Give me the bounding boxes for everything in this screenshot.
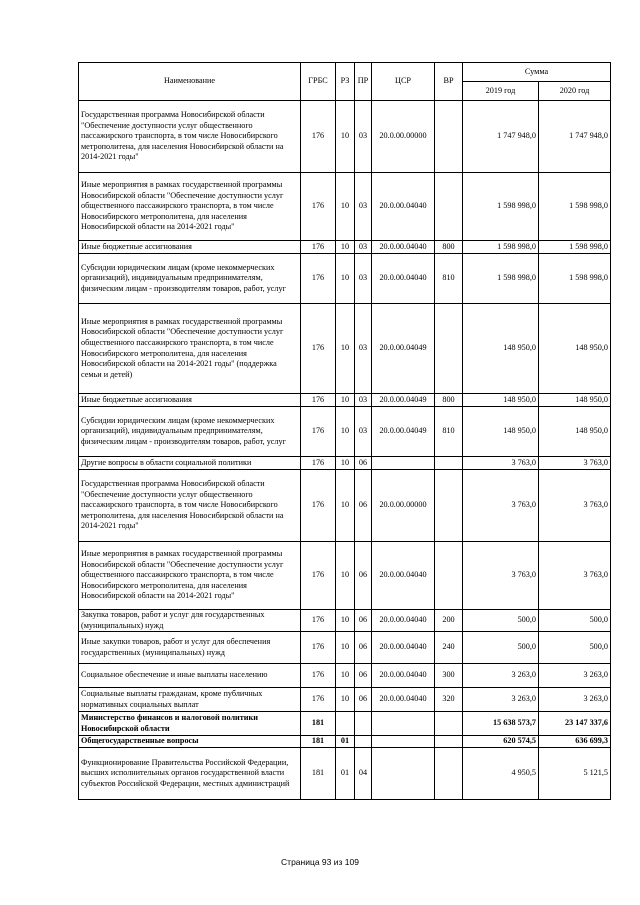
- cell-sum-2020: 148 950,0: [539, 394, 611, 407]
- cell-sum-2019: 148 950,0: [463, 394, 539, 407]
- cell-rz: 10: [336, 254, 355, 304]
- cell-csr: 20.0.00.04040: [372, 241, 435, 254]
- cell-rz: [336, 712, 355, 736]
- cell-sum-2020: 1 598 998,0: [539, 173, 611, 241]
- cell-grbs: 181: [301, 712, 336, 736]
- cell-csr: 20.0.00.04040: [372, 610, 435, 632]
- cell-csr: 20.0.00.04049: [372, 394, 435, 407]
- cell-rz: 10: [336, 632, 355, 664]
- cell-sum-2020: 1 747 948,0: [539, 101, 611, 173]
- cell-grbs: 176: [301, 632, 336, 664]
- cell-name: Государственная программа Новосибирской области "Обеспечение доступности услуг общественного пассажирского транспорта, в том числе Новосибирского метрополитена, для населения Новосибирской области на 2014-2021 годы": [79, 101, 301, 173]
- table-row: [79, 748, 611, 800]
- cell-csr: 20.0.00.04049: [372, 304, 435, 394]
- cell-grbs: 176: [301, 173, 336, 241]
- cell-rz: 01: [336, 736, 355, 748]
- cell-sum-2020: 3 763,0: [539, 542, 611, 610]
- cell-pr: 03: [355, 101, 372, 173]
- cell-csr: 20.0.00.04040: [372, 632, 435, 664]
- cell-name: Министерство финансов и налоговой политики Новосибирской области: [79, 712, 301, 736]
- cell-rz: 10: [336, 688, 355, 712]
- cell-name: Субсидии юридическим лицам (кроме некоммерческих организаций), индивидуальным предпринимателям, физическим лицам - производителям товаров, работ, услуг: [79, 407, 301, 457]
- table-row: [79, 688, 611, 712]
- cell-name: Субсидии юридическим лицам (кроме некоммерческих организаций), индивидуальным предпринимателям, физическим лицам - производителям товаров, работ, услуг: [79, 254, 301, 304]
- table-row: [79, 407, 611, 457]
- cell-sum-2019: 15 638 573,7: [463, 712, 539, 736]
- cell-vr: [435, 542, 463, 610]
- cell-grbs: 176: [301, 542, 336, 610]
- cell-pr: [355, 736, 372, 748]
- cell-name: Социальное обеспечение и иные выплаты населению: [79, 664, 301, 688]
- cell-sum-2020: 636 699,3: [539, 736, 611, 748]
- cell-rz: 10: [336, 407, 355, 457]
- cell-sum-2019: 620 574,5: [463, 736, 539, 748]
- cell-vr: [435, 101, 463, 173]
- cell-vr: [435, 304, 463, 394]
- cell-sum-2020: 148 950,0: [539, 407, 611, 457]
- cell-rz: 10: [336, 542, 355, 610]
- cell-rz: 10: [336, 304, 355, 394]
- cell-grbs: 176: [301, 394, 336, 407]
- cell-sum-2019: 1 598 998,0: [463, 254, 539, 304]
- cell-sum-2020: 3 763,0: [539, 457, 611, 470]
- cell-sum-2019: 3 263,0: [463, 664, 539, 688]
- cell-pr: [355, 712, 372, 736]
- cell-rz: 10: [336, 241, 355, 254]
- table-row: [79, 457, 611, 470]
- cell-pr: 06: [355, 457, 372, 470]
- budget-table: [78, 62, 611, 800]
- cell-grbs: 181: [301, 736, 336, 748]
- header-vr: ВР: [435, 63, 463, 101]
- cell-csr: 20.0.00.04049: [372, 407, 435, 457]
- cell-rz: 10: [336, 664, 355, 688]
- cell-name: Иные закупки товаров, работ и услуг для обеспечения государственных (муниципальных) нужд: [79, 632, 301, 664]
- header-rz: РЗ: [336, 63, 355, 101]
- header-grbs: ГРБС: [301, 63, 336, 101]
- table-body: [79, 101, 611, 800]
- cell-sum-2019: 1 598 998,0: [463, 173, 539, 241]
- cell-csr: 20.0.00.00000: [372, 101, 435, 173]
- cell-pr: 06: [355, 688, 372, 712]
- cell-grbs: 176: [301, 688, 336, 712]
- cell-pr: 04: [355, 748, 372, 800]
- cell-grbs: 176: [301, 664, 336, 688]
- cell-pr: 06: [355, 632, 372, 664]
- cell-sum-2020: 23 147 337,6: [539, 712, 611, 736]
- cell-rz: 10: [336, 610, 355, 632]
- cell-name: Закупка товаров, работ и услуг для государственных (муниципальных) нужд: [79, 610, 301, 632]
- header-csr: ЦСР: [372, 63, 435, 101]
- cell-name: Иные бюджетные ассигнования: [79, 241, 301, 254]
- header-name: Наименование: [79, 63, 301, 101]
- cell-csr: [372, 736, 435, 748]
- cell-rz: 01: [336, 748, 355, 800]
- cell-grbs: 176: [301, 304, 336, 394]
- cell-rz: 10: [336, 394, 355, 407]
- cell-name: Иные бюджетные ассигнования: [79, 394, 301, 407]
- cell-vr: 240: [435, 632, 463, 664]
- table-row: [79, 241, 611, 254]
- cell-grbs: 176: [301, 457, 336, 470]
- cell-vr: 810: [435, 254, 463, 304]
- cell-grbs: 176: [301, 407, 336, 457]
- header-year-2019: 2019 год: [463, 82, 539, 101]
- cell-sum-2019: 4 950,5: [463, 748, 539, 800]
- cell-sum-2020: 500,0: [539, 610, 611, 632]
- cell-csr: [372, 457, 435, 470]
- cell-csr: 20.0.00.04040: [372, 542, 435, 610]
- cell-name: Общегосударственные вопросы: [79, 736, 301, 748]
- cell-vr: 800: [435, 241, 463, 254]
- cell-vr: 300: [435, 664, 463, 688]
- cell-pr: 03: [355, 394, 372, 407]
- table-row: [79, 254, 611, 304]
- cell-sum-2019: 1 747 948,0: [463, 101, 539, 173]
- cell-pr: 06: [355, 664, 372, 688]
- cell-sum-2019: 148 950,0: [463, 407, 539, 457]
- cell-sum-2019: 3 763,0: [463, 542, 539, 610]
- cell-rz: 10: [336, 101, 355, 173]
- page-number: Страница 93 из 109: [281, 857, 359, 867]
- table-row: [79, 173, 611, 241]
- cell-grbs: 176: [301, 254, 336, 304]
- cell-csr: [372, 712, 435, 736]
- cell-rz: 10: [336, 173, 355, 241]
- cell-sum-2020: 500,0: [539, 632, 611, 664]
- cell-vr: 200: [435, 610, 463, 632]
- cell-sum-2020: 1 598 998,0: [539, 241, 611, 254]
- cell-name: Иные мероприятия в рамках государственной программы Новосибирской области "Обеспечение доступности услуг общественного пассажирского транспорта, в том числе Новосибирского метрополитена, для населения Новосибирской области на 2014-2021 годы": [79, 542, 301, 610]
- table-row: [79, 736, 611, 748]
- cell-sum-2020: 5 121,5: [539, 748, 611, 800]
- cell-sum-2019: 500,0: [463, 610, 539, 632]
- cell-rz: 10: [336, 457, 355, 470]
- cell-pr: 06: [355, 610, 372, 632]
- header-pr: ПР: [355, 63, 372, 101]
- cell-csr: [372, 748, 435, 800]
- cell-csr: 20.0.00.00000: [372, 470, 435, 542]
- cell-vr: [435, 457, 463, 470]
- table-row: [79, 712, 611, 736]
- cell-name: Иные мероприятия в рамках государственной программы Новосибирской области "Обеспечение доступности услуг общественного пассажирского транспорта, в том числе Новосибирского метрополитена, для населения Новосибирской области на 2014-2021 годы" (поддержка семьи и детей): [79, 304, 301, 394]
- cell-sum-2019: 3 263,0: [463, 688, 539, 712]
- cell-sum-2019: 148 950,0: [463, 304, 539, 394]
- cell-sum-2019: 1 598 998,0: [463, 241, 539, 254]
- cell-grbs: 176: [301, 241, 336, 254]
- cell-vr: 810: [435, 407, 463, 457]
- cell-vr: [435, 712, 463, 736]
- cell-sum-2020: 3 763,0: [539, 470, 611, 542]
- cell-sum-2020: 148 950,0: [539, 304, 611, 394]
- cell-name: Социальные выплаты гражданам, кроме публичных нормативных социальных выплат: [79, 688, 301, 712]
- table-row: [79, 610, 611, 632]
- cell-sum-2020: 3 263,0: [539, 664, 611, 688]
- cell-name: Иные мероприятия в рамках государственной программы Новосибирской области "Обеспечение доступности услуг общественного пассажирского транспорта, в том числе Новосибирского метрополитена, для населения Новосибирской области на 2014-2021 годы": [79, 173, 301, 241]
- cell-vr: [435, 748, 463, 800]
- table-row: [79, 304, 611, 394]
- table-row: [79, 542, 611, 610]
- table-row: [79, 664, 611, 688]
- table-row: [79, 394, 611, 407]
- header-sum: Сумма: [463, 63, 611, 82]
- cell-grbs: 176: [301, 101, 336, 173]
- cell-csr: 20.0.00.04040: [372, 173, 435, 241]
- cell-vr: 800: [435, 394, 463, 407]
- cell-pr: 06: [355, 470, 372, 542]
- cell-name: Функционирование Правительства Российской Федерации, высших исполнительных органов государственной власти субъектов Российской Федерации, местных администраций: [79, 748, 301, 800]
- cell-sum-2020: 1 598 998,0: [539, 254, 611, 304]
- table-row: [79, 470, 611, 542]
- cell-csr: 20.0.00.04040: [372, 688, 435, 712]
- cell-csr: 20.0.00.04040: [372, 254, 435, 304]
- cell-vr: [435, 736, 463, 748]
- cell-pr: 03: [355, 407, 372, 457]
- cell-pr: 03: [355, 241, 372, 254]
- cell-rz: 10: [336, 470, 355, 542]
- cell-vr: [435, 470, 463, 542]
- cell-vr: 320: [435, 688, 463, 712]
- cell-sum-2019: 500,0: [463, 632, 539, 664]
- table-row: [79, 632, 611, 664]
- cell-grbs: 176: [301, 470, 336, 542]
- cell-name: Государственная программа Новосибирской области "Обеспечение доступности услуг общественного пассажирского транспорта, в том числе Новосибирского метрополитена, для населения Новосибирской области на 2014-2021 годы": [79, 470, 301, 542]
- cell-name: Другие вопросы в области социальной политики: [79, 457, 301, 470]
- cell-csr: 20.0.00.04040: [372, 664, 435, 688]
- cell-sum-2020: 3 263,0: [539, 688, 611, 712]
- cell-pr: 03: [355, 304, 372, 394]
- cell-sum-2019: 3 763,0: [463, 457, 539, 470]
- cell-grbs: 176: [301, 610, 336, 632]
- cell-vr: [435, 173, 463, 241]
- cell-grbs: 181: [301, 748, 336, 800]
- table-row: [79, 101, 611, 173]
- cell-sum-2019: 3 763,0: [463, 470, 539, 542]
- cell-pr: 03: [355, 254, 372, 304]
- cell-pr: 03: [355, 173, 372, 241]
- cell-pr: 06: [355, 542, 372, 610]
- header-year-2020: 2020 год: [539, 82, 611, 101]
